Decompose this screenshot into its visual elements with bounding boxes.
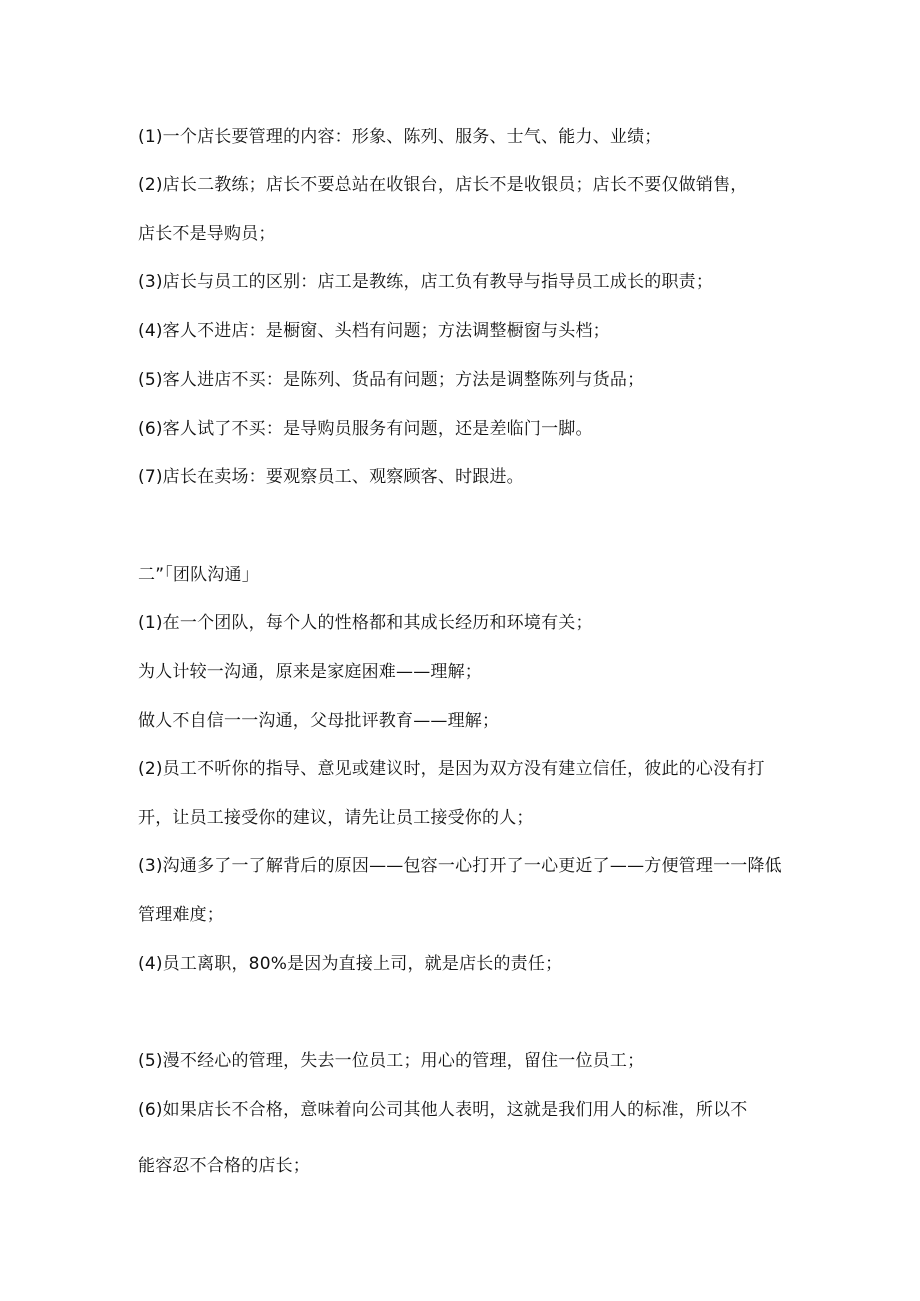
text-line: (4)员工离职，80%是因为直接上司，就是店长的责任； xyxy=(138,954,563,974)
text-line: 开，让员工接受你的建议，请先让员工接受你的人； xyxy=(138,808,534,828)
text-line: (7)店长在卖场：要观察员工、观察顾客、时跟进。 xyxy=(138,467,524,487)
text-line: (3)沟通多了一了解背后的原因——包容一心打开了一心更近了——方便管理一一降低 xyxy=(138,856,782,876)
text-line: (1)一个店长要管理的内容：形象、陈列、服务、士气、能力、业绩； xyxy=(138,127,662,147)
text-line: (1)在一个团队，每个人的性格都和其成长经历和环境有关； xyxy=(138,613,593,633)
text-line: (5)漫不经心的管理，失去一位员工；用心的管理，留住一位员工； xyxy=(138,1051,645,1071)
text-line: 为人计较一沟通，原来是家庭困难——理解； xyxy=(138,662,482,682)
text-line: (2)员工不听你的指导、意见或建议时，是因为双方没有建立信任，彼此的心没有打 xyxy=(138,759,765,779)
text-line: (5)客人进店不买：是陈列、货品有问题；方法是调整陈列与货品； xyxy=(138,370,645,390)
text-line: (6)客人试了不买：是导购员服务有问题，还是差临门一脚。 xyxy=(138,419,593,439)
text-line: 管理难度； xyxy=(138,905,224,925)
text-line: (3)店长与员工的区别：店工是教练，店工负有教导与指导员工成长的职责； xyxy=(138,272,714,292)
section-heading: 二”「团队沟通」 xyxy=(138,565,259,585)
text-line: (6)如果店长不合格，意味着向公司其他人表明，这就是我们用人的标准，所以不 xyxy=(138,1100,748,1120)
text-line: 店长不是导购员； xyxy=(138,224,276,244)
text-line: 做人不自信一一沟通，父母批评教育——理解； xyxy=(138,711,500,731)
text-line: (4)客人不进店：是橱窗、头档有问题；方法调整橱窗与头档； xyxy=(138,321,610,341)
text-line: (2)店长二教练；店长不要总站在收银台，店长不是收银员；店长不要仅做销售， xyxy=(138,175,748,195)
text-line: 能容忍不合格的店长； xyxy=(138,1156,310,1176)
